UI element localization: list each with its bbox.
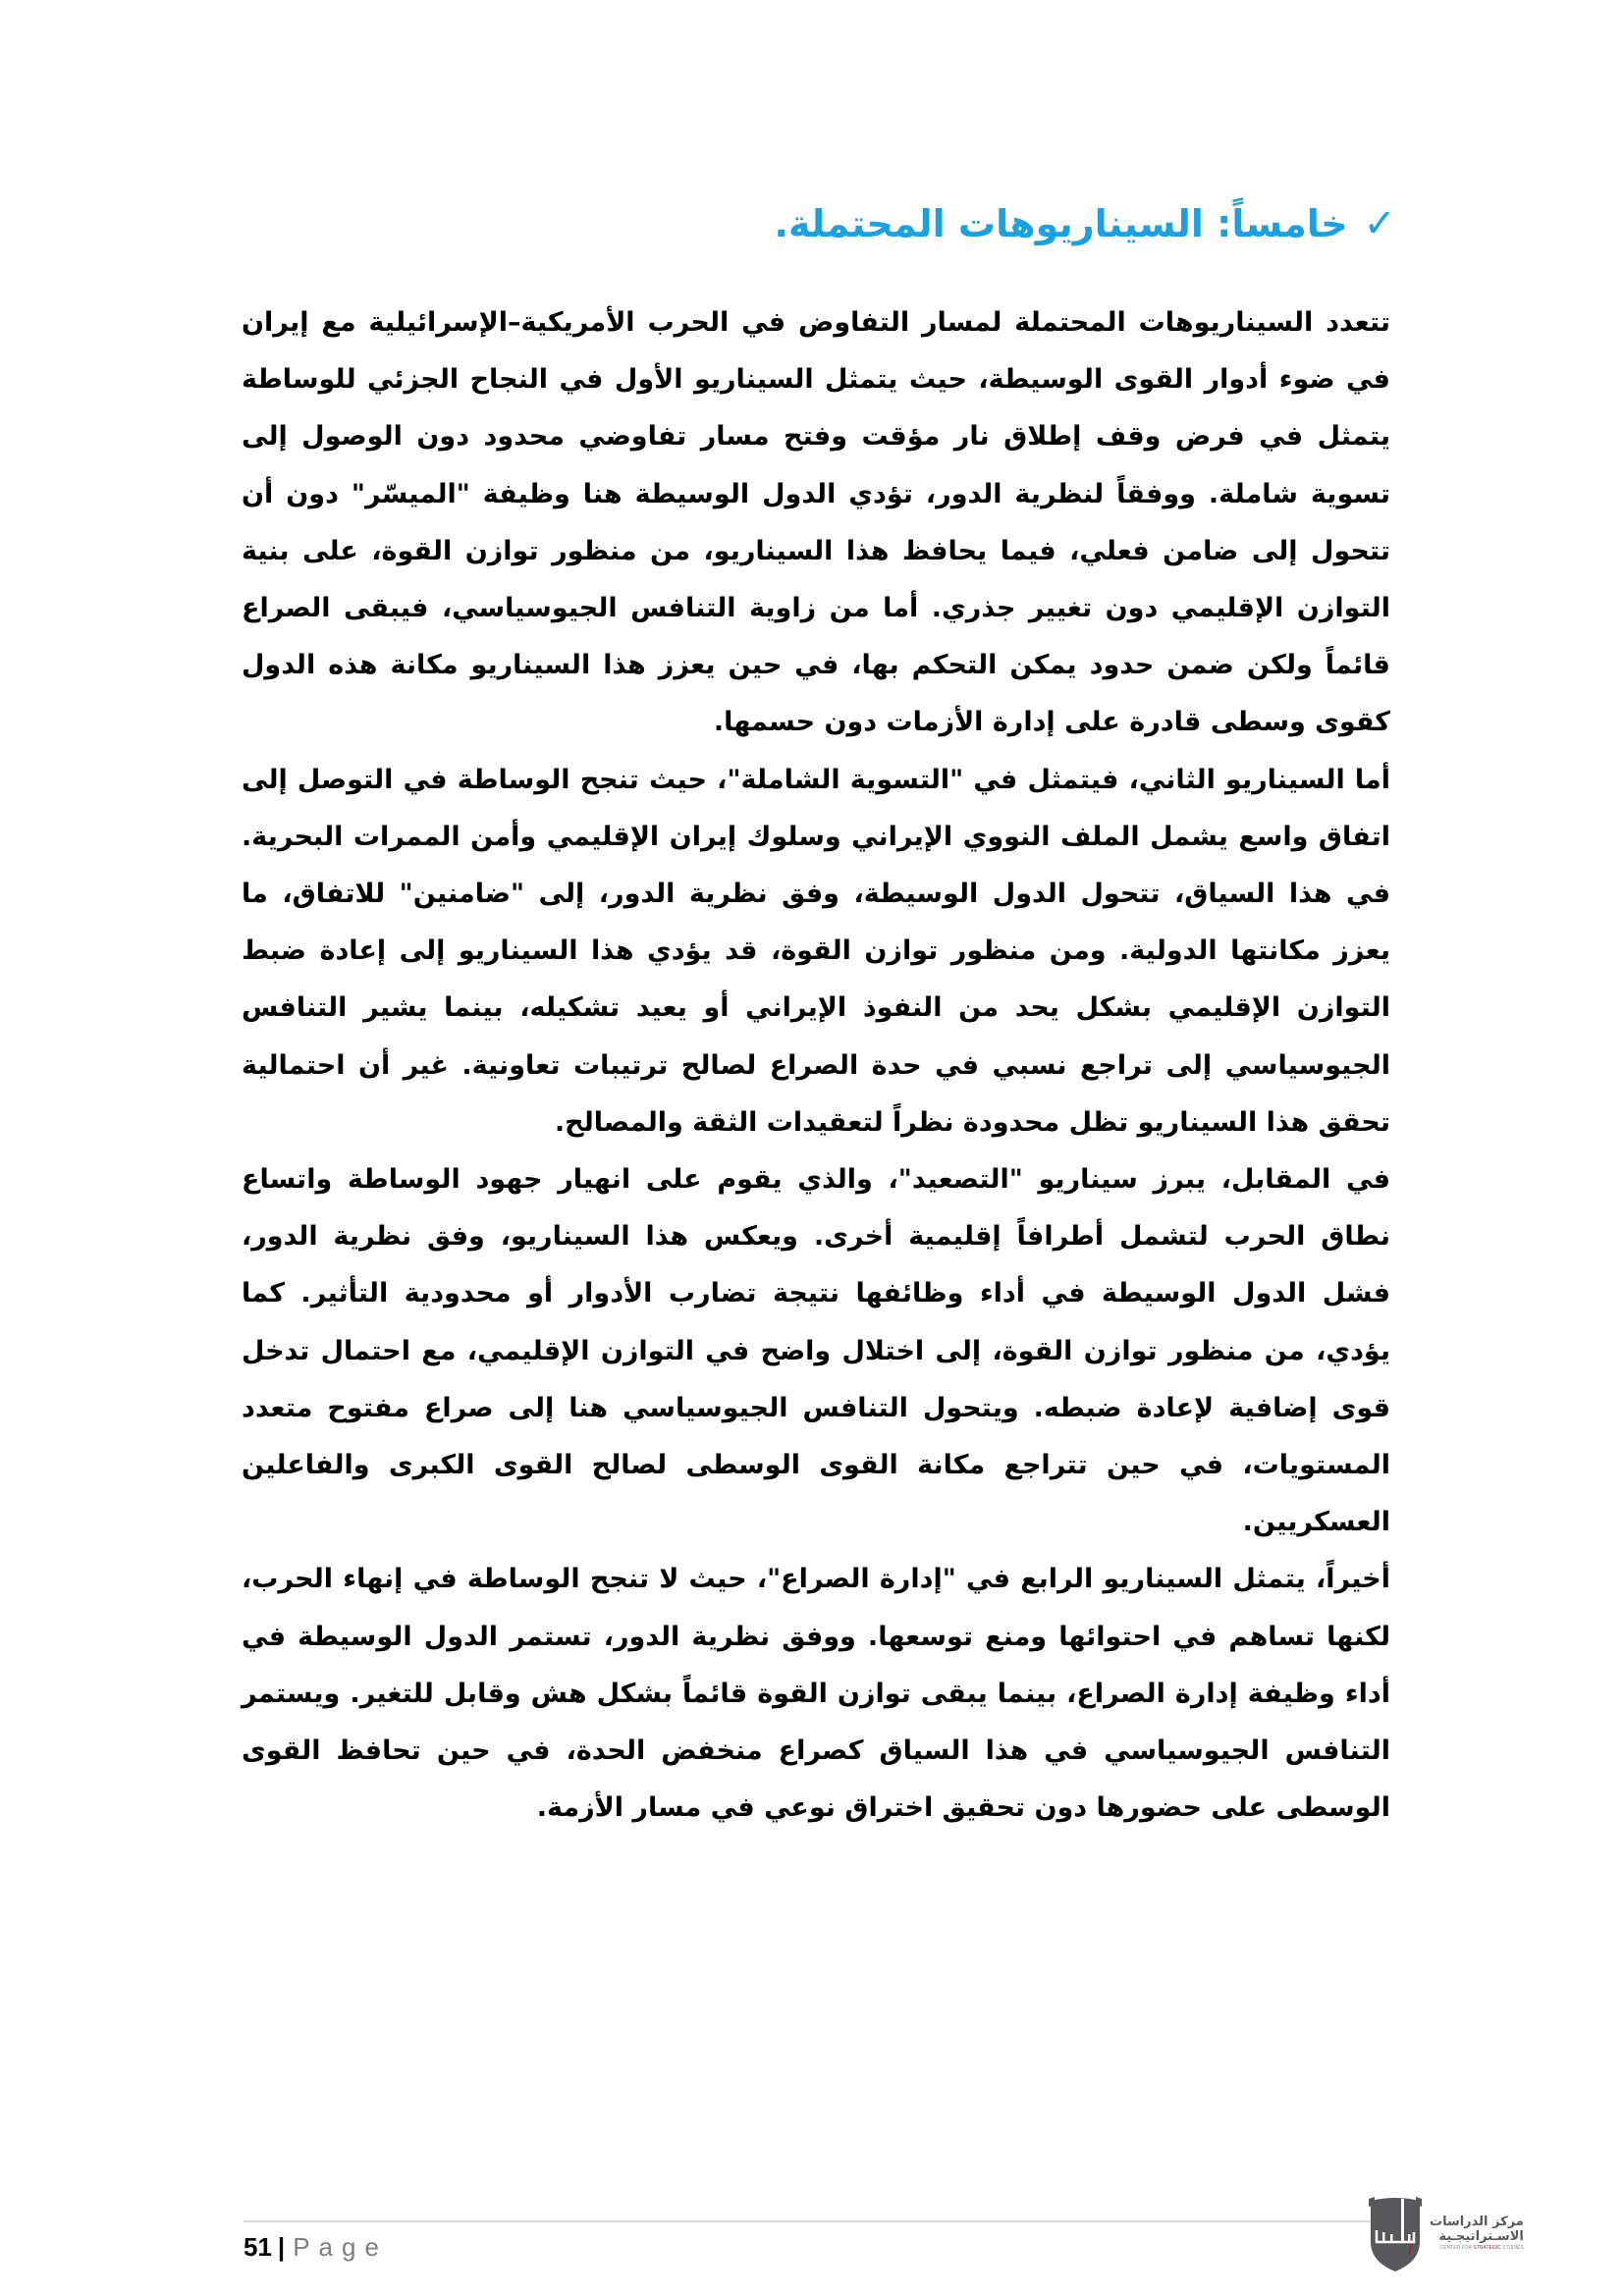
logo-english-prefix: CENTER FOR xyxy=(1439,2244,1474,2251)
shield-logo-icon xyxy=(1367,2193,1424,2273)
logo-text xyxy=(1430,2215,1524,2253)
paragraph-scenario-2: أما السيناريو الثاني، فيتمثل في "التسوية الشاملة"، حيث تنجح الوساطة في التوصل إلى اتفاق واسع يشمل الملف النووي الإيراني وسلوك إيران الإقليمي وأمن الممرات البحرية. في هذا السياق، تتحول الدول الوسيطة، وفق نظرية الدور، إلى "ضامنين" للاتفاق، ما يعزز مكانتها الدولية. ومن منظور توازن القوة، قد يؤدي هذا السيناريو إلى إعادة ضبط التوازن الإقليمي بشكل يحد من النفوذ الإيراني أو يعيد تشكيله، بينما يشير التنافس الجيوسياسي إلى تراجع نسبي في حدة الصراع لصالح ترتيبات تعاونية. غير أن احتمالية تحقق هذا السيناريو تظل محدودة نظراً لتعقيدات الثقة والمصالح. xyxy=(242,764,1390,1138)
checkmark-icon: ✓ xyxy=(1363,201,1396,246)
logo-english-suffix: STUDIES xyxy=(1500,2244,1524,2251)
logo-arabic-line1: مركز الدراسات xyxy=(1430,2214,1524,2229)
footer-divider xyxy=(244,2220,1380,2222)
section-heading-text: خامساً: السيناريوهات المحتملة. xyxy=(774,202,1348,245)
section-heading xyxy=(775,194,1396,253)
logo-english-accent: STRATEGIC xyxy=(1473,2244,1501,2251)
center-logo xyxy=(1367,2184,1524,2282)
logo-english-name xyxy=(1430,2244,1524,2253)
page-label: Page xyxy=(293,2232,388,2262)
page-number xyxy=(244,2230,388,2264)
paragraph-scenario-1: تتعدد السيناريوهات المحتملة لمسار التفاوض في الحرب الأمريكية–الإسرائيلية مع إيران في ضوء أدوار القوى الوسيطة، حيث يتمثل السيناريو الأول في النجاح الجزئي للوساطة يتمثل في فرض وقف إطلاق نار مؤقت وفتح مسار تفاوضي محدود دون الوصول إلى تسوية شاملة. ووفقاً لنظرية الدور، تؤدي الدول الوسيطة هنا وظيفة "الميسّر" دون أن تتحول إلى ضامن فعلي، فيما يحافظ هذا السيناريو، من منظور توازن القوة، على بنية التوازن الإقليمي دون تغيير جذري. أما من زاوية التنافس الجيوسياسي، فيبقى الصراع قائماً ولكن ضمن حدود يمكن التحكم بها، في حين يعزز هذا السيناريو مكانة هذه الدول كقوى وسطى قادرة على إدارة الأزمات دون حسمها. xyxy=(242,307,1390,738)
page-number-value: 51 xyxy=(244,2232,272,2262)
page-number-separator: | xyxy=(277,2232,286,2262)
body-text xyxy=(242,294,1390,1837)
logo-arabic-line2: الاسـتراتيجـية xyxy=(1438,2228,1524,2244)
paragraph-scenario-4: أخيراً، يتمثل السيناريو الرابع في "إدارة الصراع"، حيث لا تنجح الوساطة في إنهاء الحرب، لكنها تساهم في احتوائها ومنع توسعها. ووفق نظرية الدور، تستمر الدول الوسيطة في أداء وظيفة إدارة الصراع، بينما يبقى توازن القوة قائماً بشكل هش وقابل للتغير. ويستمر التنافس الجيوسياسي في هذا السياق كصراع منخفض الحدة، في حين تحافظ القوى الوسطى على حضورها دون تحقيق اختراق نوعي في مسار الأزمة. xyxy=(242,1564,1390,1824)
paragraph-scenario-3: في المقابل، يبرز سيناريو "التصعيد"، والذي يقوم على انهيار جهود الوساطة واتساع نطاق الحرب لتشمل أطرافاً إقليمية أخرى. ويعكس هذا السيناريو، وفق نظرية الدور، فشل الدول الوسيطة في أداء وظائفها نتيجة تضارب الأدوار أو محدودية التأثير. كما يؤدي، من منظور توازن القوة، إلى اختلال واضح في التوازن الإقليمي، مع احتمال تدخل قوى إضافية لإعادة ضبطه. ويتحول التنافس الجيوسياسي هنا إلى صراع مفتوح متعدد المستويات، في حين تتراجع مكانة القوى الوسطى لصالح القوى الكبرى والفاعلين العسكريين. xyxy=(242,1164,1390,1538)
